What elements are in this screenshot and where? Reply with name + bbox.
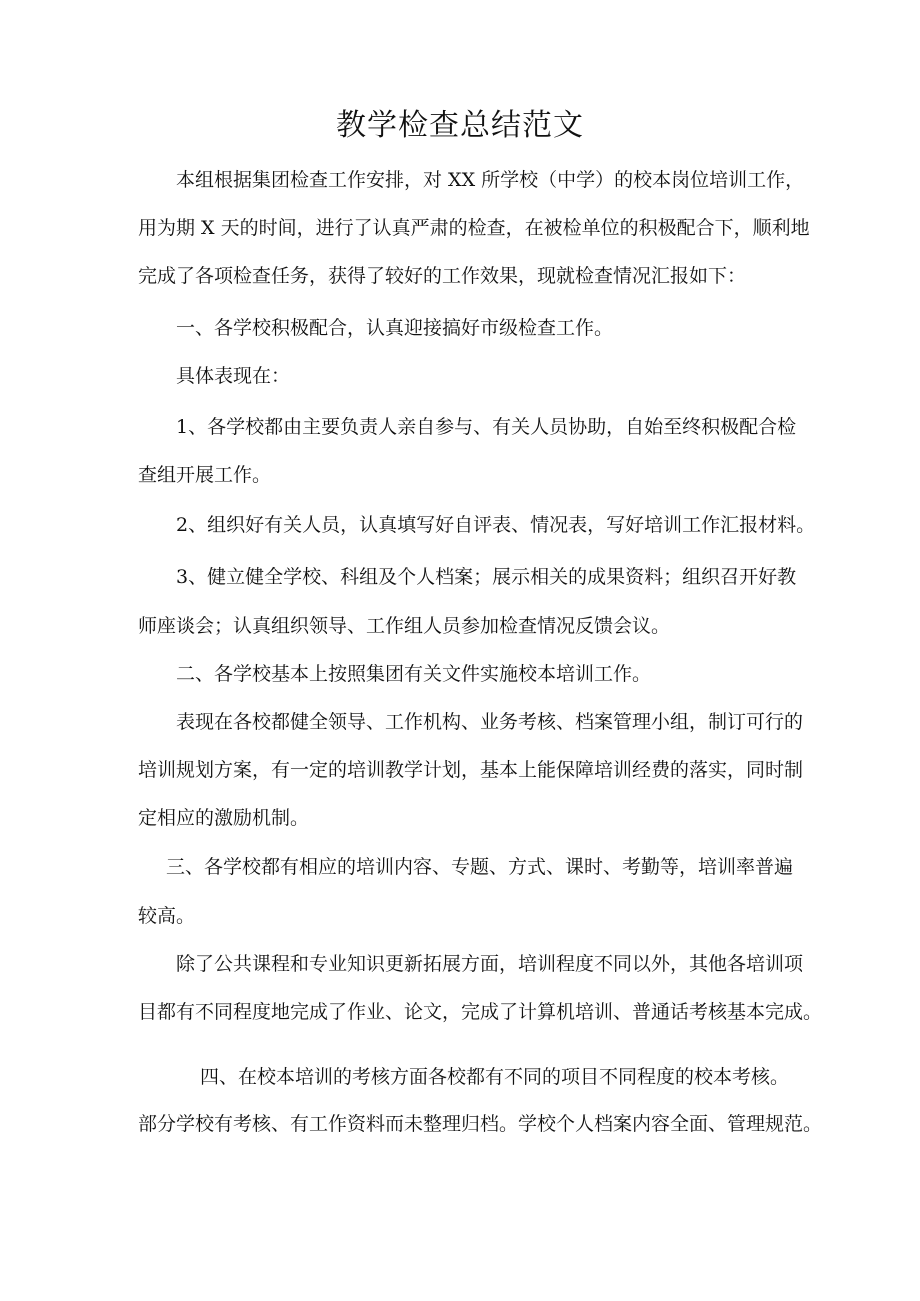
document-title: 教学检查总结范文	[336, 108, 584, 143]
paragraph-line: 目都有不同程度地完成了作业、论文，完成了计算机培训、普通话考核基本完成。	[138, 1001, 823, 1023]
paragraph-line: 表现在各校都健全领导、工作机构、业务考核、档案管理小组，制订可行的	[176, 711, 804, 733]
section-heading-3: 三、各学校都有相应的培训内容、专题、方式、课时、考勤等，培训率普遍	[166, 856, 794, 878]
paragraph-line: 定相应的激励机制。	[138, 807, 310, 829]
list-item-3: 3、健立健全学校、科组及个人档案；展示相关的成果资料；组织召开好教	[176, 566, 797, 588]
paragraph-line: 完成了各项检查任务，获得了较好的工作效果，现就检查情况汇报如下：	[138, 265, 747, 287]
paragraph-line: 用为期 X 天的时间，进行了认真严肃的检查，在被检单位的积极配合下，顺利地	[138, 217, 810, 239]
section-heading-1: 一、各学校积极配合，认真迎接搞好市级检查工作。	[176, 317, 614, 339]
list-item-3-continued: 师座谈会；认真组织领导、工作组人员参加检查情况反馈会议。	[138, 615, 671, 637]
paragraph-line: 除了公共课程和专业知识更新拓展方面，培训程度不同以外，其他各培训项	[176, 953, 804, 975]
paragraph-line: 部分学校有考核、有工作资料而未整理归档。学校个人档案内容全面、管理规范。	[138, 1113, 823, 1135]
section-heading-3-continued: 较高。	[138, 905, 196, 927]
list-item-2: 2、组织好有关人员，认真填写好自评表、情况表，写好培训工作汇报材料。	[176, 514, 816, 536]
list-item-1: 1、各学校都由主要负责人亲自参与、有关人员协助，自始至终积极配合检	[176, 416, 797, 438]
section-heading-4: 四、在校本培训的考核方面各校都有不同的项目不同程度的校本考核。	[200, 1066, 790, 1088]
paragraph-line: 本组根据集团检查工作安排，对 XX 所学校（中学）的校本岗位培训工作，	[176, 169, 805, 191]
list-item-1-continued: 查组开展工作。	[138, 464, 272, 486]
paragraph-line: 具体表现在：	[176, 365, 291, 387]
section-heading-2: 二、各学校基本上按照集团有关文件实施校本培训工作。	[176, 663, 652, 685]
paragraph-line: 培训规划方案，有一定的培训教学计划，基本上能保障培训经费的落实，同时制	[138, 759, 804, 781]
